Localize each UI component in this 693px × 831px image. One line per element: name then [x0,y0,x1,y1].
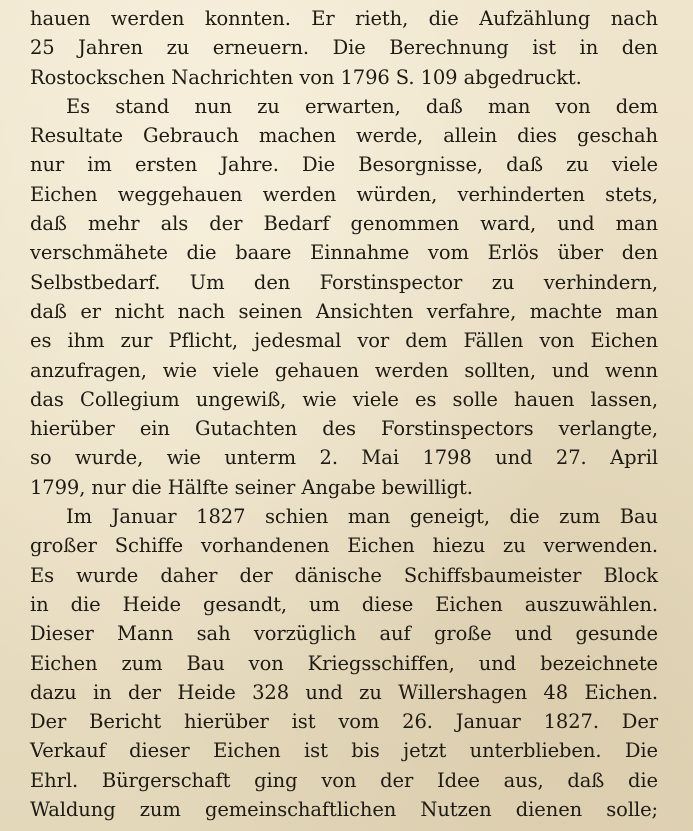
paragraph-continuation [30,4,658,92]
text-line: hierüber ein Gutachten des Forstinspectors verlangte, [30,417,658,441]
text-line: Selbstbedarf. Um den Forstinspector zu verhindern, [30,270,658,294]
text-line: anzufragen, wie viele gehauen werden sollten, und wenn [30,358,658,382]
paragraph-januar-1827 [30,502,658,824]
text-line: Es stand nun zu erwarten, daß man von dem [66,94,658,118]
text-line: Im Januar 1827 schien man geneigt, die zum Bau [66,505,658,529]
text-line: 25 Jahren zu erneuern. Die Berechnung ist in den [30,36,658,60]
text-line: hauen werden konnten. Er rieth, die Aufzählung nach [30,7,658,30]
text-line: 1799, nur die Hälfte seiner Angabe bewilligt. [30,475,473,499]
text-line: Eichen zum Bau von Kriegsschiffen, und bezeichnete [30,651,658,675]
text-line: Waldung zum gemeinschaftlichen Nutzen dienen solle; [30,798,658,822]
text-line: Rostockschen Nachrichten von 1796 S. 109 abgedruckt. [30,65,582,89]
text-line: verschmähete die baare Einnahme vom Erlös über den [30,241,658,265]
text-body [30,4,658,824]
text-line: Der Bericht hierüber ist vom 26. Januar 1827. Der [30,710,658,734]
text-line: es ihm zur Pflicht, jedesmal vor dem Fällen von Eichen [30,329,658,353]
text-line: großer Schiffe vorhandenen Eichen hiezu zu verwenden. [30,534,658,558]
text-line: Verkauf dieser Eichen ist bis jetzt unterblieben. Die [30,739,658,763]
text-line: nur im ersten Jahre. Die Besorgnisse, daß zu viele [30,153,658,177]
text-line: in die Heide gesandt, um diese Eichen auszuwählen. [30,592,658,616]
text-line: das Collegium ungewiß, wie viele es solle hauen lassen, [30,387,658,411]
text-line: Es wurde daher der dänische Schiffsbaumeister Block [30,563,658,587]
text-line: Ehrl. Bürgerschaft ging von der Idee aus, daß die [30,768,658,792]
text-line: dazu in der Heide 328 und zu Willershagen 48 Eichen. [30,680,658,704]
paragraph-besorgnisse [30,92,658,502]
text-line: daß er nicht nach seinen Ansichten verfahre, machte man [30,299,658,323]
text-line: Dieser Mann sah vorzüglich auf große und gesunde [30,622,658,646]
text-line: Eichen weggehauen werden würden, verhinderten stets, [30,182,658,206]
text-line: Resultate Gebrauch machen werde, allein dies geschah [30,124,658,148]
text-line: daß mehr als der Bedarf genommen ward, und man [30,212,658,236]
text-line: so wurde, wie unterm 2. Mai 1798 und 27. April [30,446,658,470]
